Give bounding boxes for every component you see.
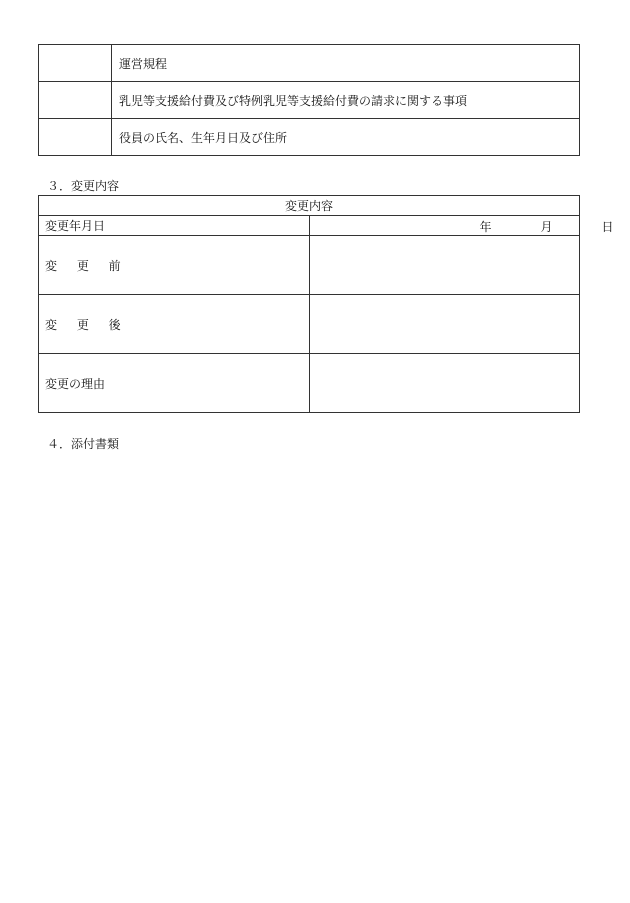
checkbox-cell[interactable] [39,82,112,119]
item-label: 乳児等支援給付費及び特例乳児等支援給付費の請求に関する事項 [112,82,580,119]
checkbox-cell[interactable] [39,119,112,156]
reason-label: 変更の理由 [39,354,310,413]
reason-field[interactable] [309,354,580,413]
before-field[interactable] [309,236,580,295]
after-field[interactable] [309,295,580,354]
table-row [39,354,580,413]
table-row [39,82,580,119]
table-row [39,216,580,236]
month-label: 月 [540,220,553,234]
date-field[interactable] [309,216,614,236]
section-4-heading: ４．添付書類 [47,437,120,451]
after-label: 変 更 後 [39,295,310,354]
table-row [39,295,580,354]
before-label: 変 更 前 [39,236,310,295]
item-label: 役員の氏名、生年月日及び住所 [112,119,580,156]
table-row [39,45,580,82]
day-label: 日 [601,220,614,234]
checkbox-cell[interactable] [39,45,112,82]
year-label: 年 [479,220,492,234]
table-title: 変更内容 [39,196,580,216]
item-label: 運営規程 [112,45,580,82]
table-row [39,119,580,156]
change-details-table [38,195,614,413]
table-row [39,236,580,295]
change-items-table [38,44,580,156]
section-3-heading: ３．変更内容 [47,179,120,193]
date-label: 変更年月日 [39,216,310,236]
